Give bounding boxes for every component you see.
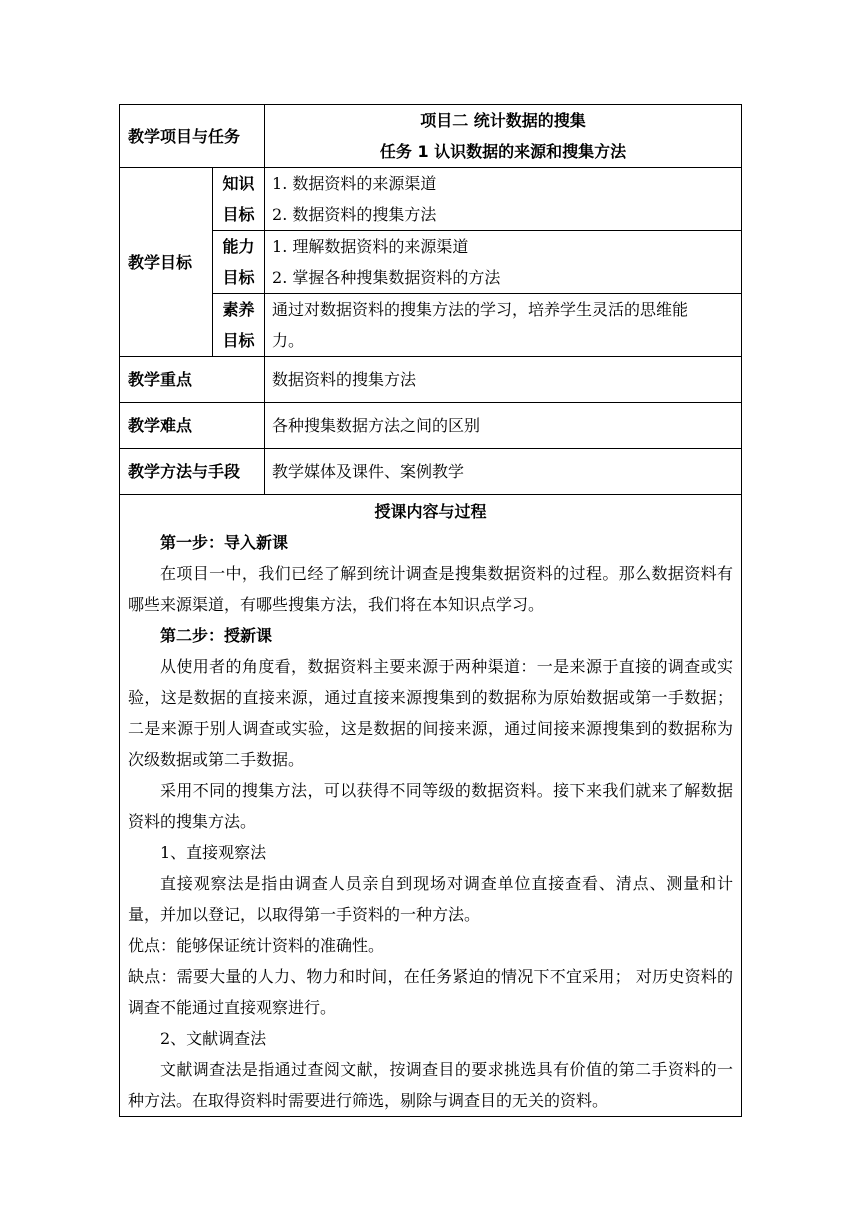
knowledge-item: 1. 数据资料的来源渠道 — [272, 174, 437, 193]
difficulty-value: 各种搜集数据方法之间的区别 — [265, 403, 742, 449]
method-one-advantage: 优点：能够保证统计资料的准确性。 — [128, 936, 385, 955]
ability-objective-row — [120, 231, 742, 294]
key-point-label: 教学重点 — [120, 357, 265, 403]
knowledge-objective-label: 知识 目标 — [213, 168, 265, 231]
project-title-cell — [265, 105, 742, 168]
method-one-description: 直接观察法是指由调查人员亲自到现场对调查单位直接查看、清点、测量和计量，并加以登记，以取得第一手资料的一种方法。 — [128, 874, 734, 924]
project-task-label: 教学项目与任务 — [120, 105, 265, 168]
knowledge-item: 2. 数据资料的搜集方法 — [272, 205, 437, 224]
ability-objective-items — [265, 231, 742, 294]
ability-objective-label: 能力 目标 — [213, 231, 265, 294]
methods-row — [120, 449, 742, 495]
method-one-title: 1、直接观察法 — [160, 843, 267, 862]
method-one-disadvantage: 缺点：需要大量的人力、物力和时间，在任务紧迫的情况下不宜采用； 对历史资料的调查不能通过直接观察进行。 — [128, 967, 734, 1017]
teaching-content — [120, 495, 742, 1117]
method-two-title: 2、文献调查法 — [160, 1029, 267, 1048]
methods-value: 教学媒体及课件、案例教学 — [265, 449, 742, 495]
lesson-plan-table — [119, 104, 742, 1117]
key-point-value: 数据资料的搜集方法 — [265, 357, 742, 403]
knowledge-objective-items — [265, 168, 742, 231]
difficulty-label: 教学难点 — [120, 403, 265, 449]
literacy-objective-row — [120, 294, 742, 357]
step-two-heading: 第二步：授新课 — [160, 626, 273, 645]
key-point-row — [120, 357, 742, 403]
methods-label: 教学方法与手段 — [120, 449, 265, 495]
ability-item: 1. 理解数据资料的来源渠道 — [272, 237, 469, 256]
objectives-label: 教学目标 — [120, 168, 213, 357]
sources-paragraph: 从使用者的角度看，数据资料主要来源于两种渠道：一是来源于直接的调查或实验，这是数据的直接来源，通过直接来源搜集到的数据称为原始数据或第一手数据；二是来源于别人调查或实验，这是数据的间接来源，通过间接来源搜集到的数据称为次级数据或第二手数据。 — [128, 657, 734, 769]
content-heading: 授课内容与过程 — [374, 502, 487, 521]
intro-paragraph: 在项目一中，我们已经了解到统计调查是搜集数据资料的过程。那么数据资料有哪些来源渠道，有哪些搜集方法，我们将在本知识点学习。 — [128, 564, 734, 614]
method-two-description: 文献调查法是指通过查阅文献，按调查目的要求挑选具有价值的第二手资料的一种方法。在取得资料时需要进行筛选，剔除与调查目的无关的资料。 — [128, 1060, 734, 1110]
literacy-objective-text: 通过对数据资料的搜集方法的学习，培养学生灵活的思维能 力。 — [265, 294, 742, 357]
project-title: 项目二 统计数据的搜集 — [420, 111, 586, 130]
literacy-objective-label: 素养 目标 — [213, 294, 265, 357]
step-one-heading: 第一步：导入新课 — [160, 533, 289, 552]
ability-item: 2. 掌握各种搜集数据资料的方法 — [272, 268, 501, 287]
methods-intro-paragraph: 采用不同的搜集方法，可以获得不同等级的数据资料。接下来我们就来了解数据资料的搜集方法。 — [128, 781, 734, 831]
knowledge-objective-row — [120, 168, 742, 231]
content-row — [120, 495, 742, 1117]
task-title: 任务 1 认识数据的来源和搜集方法 — [379, 142, 627, 161]
difficulty-row — [120, 403, 742, 449]
header-row — [120, 105, 742, 168]
